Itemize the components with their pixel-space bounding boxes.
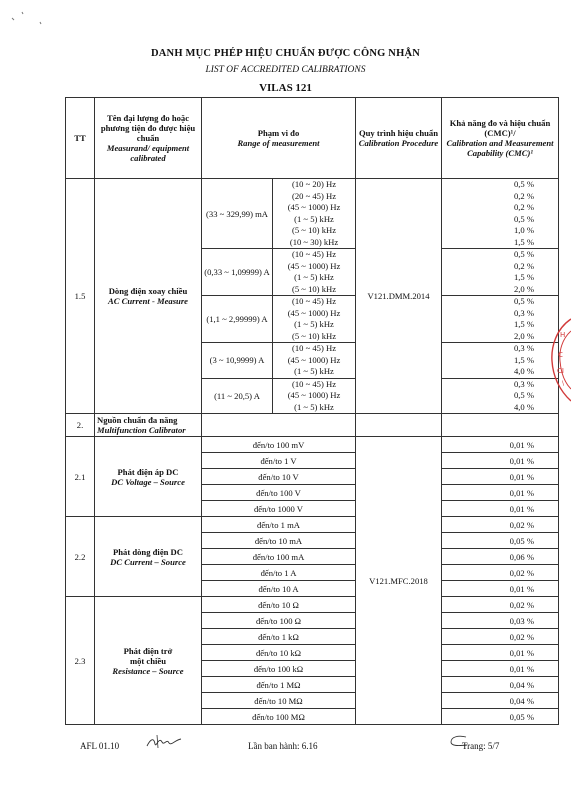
cmc-cell: 0,02 % — [442, 517, 559, 533]
table-row — [66, 414, 559, 437]
range-cell: đến/to 1 A — [202, 565, 356, 581]
section-number: 2.2 — [66, 517, 95, 597]
cmc-cell: 0,02 % — [442, 629, 559, 645]
range-cell: đến/to 100 kΩ — [202, 661, 356, 677]
range-cell: đến/to 100 mA — [202, 549, 356, 565]
section-number: 2. — [66, 414, 95, 437]
frequency-list: (10 ~ 45) Hz (45 ~ 1000) Hz (1 ~ 5) kHz (5 ~ 10) kHz — [273, 249, 356, 296]
range-group: (1,1 ~ 2,99999) A — [202, 296, 273, 343]
table-row — [66, 517, 559, 533]
cmc-list: 0,3 % 0,5 % 4,0 % — [442, 378, 559, 414]
section-number: 1.5 — [66, 179, 95, 414]
svg-text:H: H — [560, 331, 566, 339]
table-header-row — [66, 98, 559, 179]
cmc-cell: 0,05 % — [442, 709, 559, 725]
section-name: Phát dòng điện DC DC Current – Source — [95, 517, 202, 597]
footer-page-number: Trang: 5/7 — [462, 741, 500, 751]
official-stamp — [548, 315, 571, 405]
cmc-cell: 0,01 % — [442, 501, 559, 517]
range-group: (11 ~ 20,5) A — [202, 378, 273, 414]
accreditation-code: VILAS 121 — [259, 82, 312, 94]
range-cell: đến/to 10 A — [202, 581, 356, 597]
cmc-list: 0,5 % 0,3 % 1,5 % 2,0 % — [442, 296, 559, 343]
cmc-cell: 0,01 % — [442, 645, 559, 661]
range-cell: đến/to 1 mA — [202, 517, 356, 533]
section-number: 2.3 — [66, 597, 95, 725]
cmc-cell: 0,04 % — [442, 677, 559, 693]
cmc-cell: 0,01 % — [442, 661, 559, 677]
svg-text:CI: CI — [557, 367, 564, 375]
footer-doc-code: AFL 01.10 — [80, 741, 120, 751]
range-group: (3 ~ 10,9999) A — [202, 343, 273, 379]
svg-text:C: C — [558, 351, 563, 359]
table-row — [66, 597, 559, 613]
col-procedure: Quy trình hiệu chuẩn Calibration Procedure — [356, 98, 442, 179]
range-cell: đến/to 10 MΩ — [202, 693, 356, 709]
section-number: 2.1 — [66, 437, 95, 517]
range-group: (0,33 ~ 1,09999) A — [202, 249, 273, 296]
col-measurand: Tên đại lượng đo hoặc phương tiện đo được hiệu chuẩn Measurand/ equipment calibrated — [95, 98, 202, 179]
procedure-code: V121.MFC.2018 — [356, 437, 442, 725]
calibration-table — [65, 97, 559, 725]
cmc-cell: 0,01 % — [442, 485, 559, 501]
col-range: Phạm vi đo Range of measurement — [202, 98, 356, 179]
range-cell: đến/to 1000 V — [202, 501, 356, 517]
range-cell: đến/to 1 V — [202, 453, 356, 469]
cmc-list: 0,5 % 0,2 % 1,5 % 2,0 % — [442, 249, 559, 296]
cmc-cell: 0,03 % — [442, 613, 559, 629]
signature — [145, 732, 185, 752]
table-row — [66, 179, 559, 249]
procedure-code: V121.DMM.2014 — [356, 179, 442, 414]
footer-edition: Lần ban hành: 6.16 — [248, 741, 318, 751]
cmc-cell: 0,02 % — [442, 565, 559, 581]
range-cell: đến/to 10 mA — [202, 533, 356, 549]
range-cell: đến/to 10 Ω — [202, 597, 356, 613]
cmc-cell: 0,04 % — [442, 693, 559, 709]
section-name: Dòng điện xoay chiều AC Current - Measure — [95, 179, 202, 414]
col-cmc: Khả năng đo và hiệu chuẩn (CMC)¹/ Calibration and Measurement Capability (CMC)¹ — [442, 98, 559, 179]
cmc-cell: 0,02 % — [442, 597, 559, 613]
cmc-cell: 0,06 % — [442, 549, 559, 565]
title-english: LIST OF ACCREDITED CALIBRATIONS — [205, 65, 366, 75]
range-group: (33 ~ 329,99) mA — [202, 179, 273, 249]
scan-marks — [10, 8, 50, 28]
title-vietnamese: DANH MỤC PHÉP HIỆU CHUẨN ĐƯỢC CÔNG NHẬN — [150, 48, 421, 59]
cmc-cell: 0,01 % — [442, 437, 559, 453]
range-cell: đến/to 10 kΩ — [202, 645, 356, 661]
range-cell: đến/to 100 MΩ — [202, 709, 356, 725]
range-cell: đến/to 1 kΩ — [202, 629, 356, 645]
range-cell: đến/to 100 Ω — [202, 613, 356, 629]
cmc-cell: 0,01 % — [442, 581, 559, 597]
cmc-cell: 0,01 % — [442, 469, 559, 485]
frequency-list: (10 ~ 45) Hz (45 ~ 1000) Hz (1 ~ 5) kHz — [273, 343, 356, 379]
section-name: Phát điện áp DC DC Voltage – Source — [95, 437, 202, 517]
table-row — [66, 437, 559, 453]
range-cell: đến/to 1 MΩ — [202, 677, 356, 693]
col-tt: TT — [66, 98, 95, 179]
svg-text:\: \ — [562, 380, 565, 387]
cmc-cell: 0,05 % — [442, 533, 559, 549]
cmc-list: 0,3 % 1,5 % 4,0 % — [442, 343, 559, 379]
range-cell: đến/to 100 mV — [202, 437, 356, 453]
frequency-list: (10 ~ 45) Hz (45 ~ 1000) Hz (1 ~ 5) kHz — [273, 378, 356, 414]
range-cell: đến/to 10 V — [202, 469, 356, 485]
frequency-list: (10 ~ 20) Hz (20 ~ 45) Hz (45 ~ 1000) Hz (1 ~ 5) kHz (5 ~ 10) kHz (10 ~ 30) kHz — [273, 179, 356, 249]
section-name: Phát điện trở một chiều Resistance – Source — [95, 597, 202, 725]
frequency-list: (10 ~ 45) Hz (45 ~ 1000) Hz (1 ~ 5) kHz (5 ~ 10) kHz — [273, 296, 356, 343]
cmc-list: 0,5 % 0,2 % 0,2 % 0,5 % 1,0 % 1,5 % — [442, 179, 559, 249]
range-cell: đến/to 100 V — [202, 485, 356, 501]
cmc-cell: 0,01 % — [442, 453, 559, 469]
section-name: Nguồn chuẩn đa năng Multifunction Calibrator — [95, 414, 202, 437]
